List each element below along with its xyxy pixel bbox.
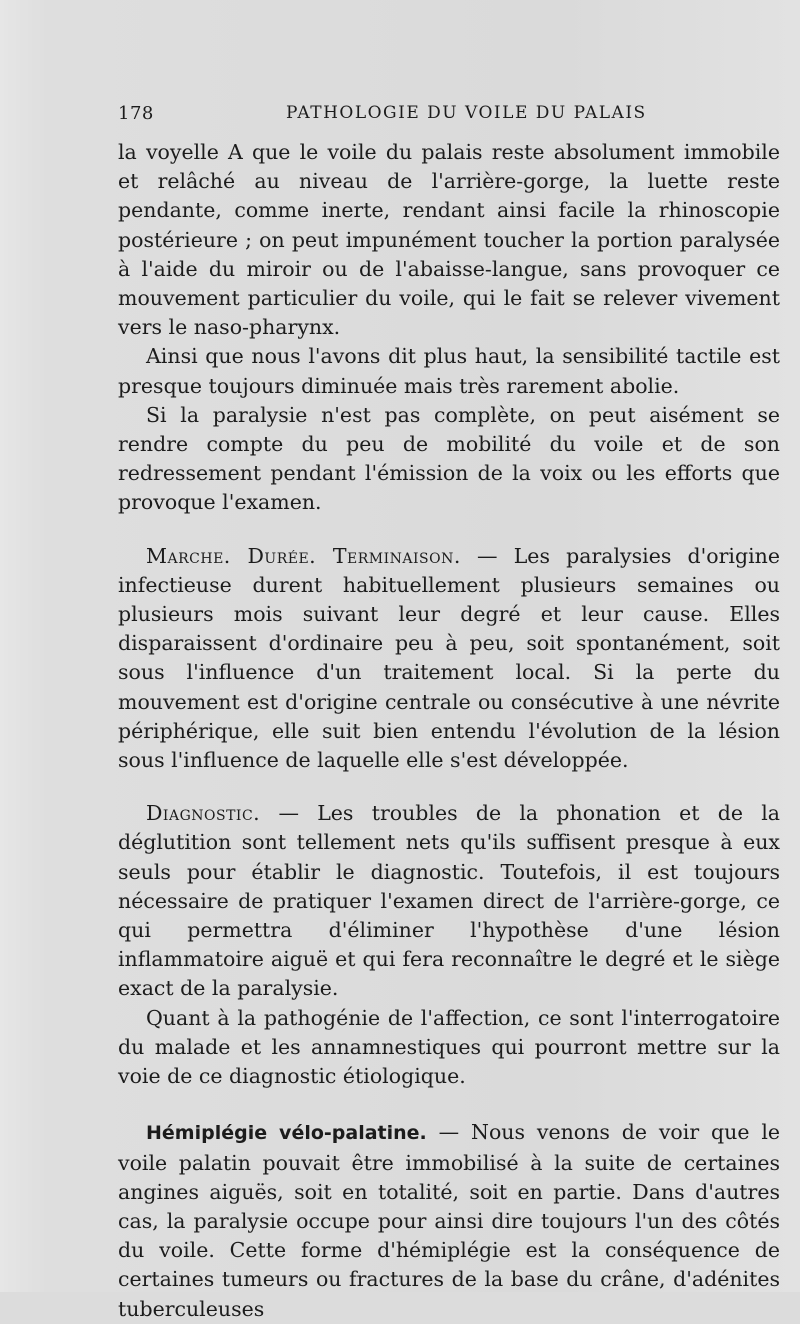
paragraph-hemiplegie-text: — Nous venons de voir que le voile palatin pouvait être immobilisé à la suite de certaines angines aiguës, soit en totalité, soit en partie. Dans d'autres cas, la paralysie occupe pour ainsi dire toujours l'un des côtés du voile. Cette forme d'hémiplégie est la conséquence de certaines tumeurs ou fractures de la base du crâne, d'adénites tuberculeuses: [118, 1120, 781, 1321]
body-text: [118, 138, 780, 1324]
running-title: PATHOLOGIE DU VOILE DU PALAIS: [286, 103, 647, 123]
paragraph-pathogenie: Quant à la pathogénie de l'affection, ce sont l'interrogatoire du malade et les annamnestiques qui pourront mettre sur la voie de ce diagnostic étiologique.: [118, 1005, 780, 1089]
paragraph-marche-text: — Les paralysies d'origine infectieuse durent habituellement plusieurs semaines ou plusieurs mois suivant leur degré et leur cause. Elles disparaissent d'ordinaire peu à peu, soit spontanément, soit sous l'influence d'un traitement local. Si la perte du mouvement est d'origine centrale ou consécutive à une névrite périphérique, elle suit bien entendu l'évolution de la lésion sous l'influence de laquelle elle s'est développée.: [118, 543, 780, 773]
paragraph-2: Ainsi que nous l'avons dit plus haut, la sensibilité tactile est presque toujours diminuée mais très rarement abolie.: [118, 344, 780, 398]
paragraph-1: la voyelle A que le voile du palais reste absolument immobile et relâché au niveau de l'arrière-gorge, la luette reste pendante, comme inerte, rendant ainsi facile la rhinoscopie postérieure ; on peut impunément toucher la portion paralysée à l'aide du miroir ou de l'abaisse-langue, sans provoquer ce mouvement particulier du voile, qui le fait se relever vivement vers le naso-pharynx.: [118, 140, 780, 340]
page-header: [118, 103, 780, 133]
page-number: 178: [118, 103, 154, 124]
section-heading-diagnostic: Diagnostic.: [146, 801, 261, 826]
section-heading-marche: Marche. Durée. Terminaison.: [146, 543, 461, 568]
paragraph-diagnostic-text: — Les troubles de la phonation et de la déglutition sont tellement nets qu'ils suffisent presque à eux seuls pour établir le diagnostic. Toutefois, il est toujours nécessaire de pratiquer l'examen direct de l'arrière-gorge, ce qui permettra d'éliminer l'hypothèse d'une lésion inflammatoire aiguë et qui fera reconnaître le degré et le siège exact de la paralysie.: [118, 801, 780, 1001]
paragraph-diagnostic: [118, 799, 780, 1003]
section-heading-hemiplegie: Hémiplégie vélo-palatine.: [146, 1122, 427, 1145]
paragraph-3: Si la paralysie n'est pas complète, on peut aisément se rendre compte du peu de mobilité du voile et de son redressement pendant l'émission de la voix ou les efforts que provoque l'examen.: [118, 402, 780, 515]
paragraph-marche: [118, 542, 780, 776]
paragraph-hemiplegie: [118, 1118, 780, 1323]
